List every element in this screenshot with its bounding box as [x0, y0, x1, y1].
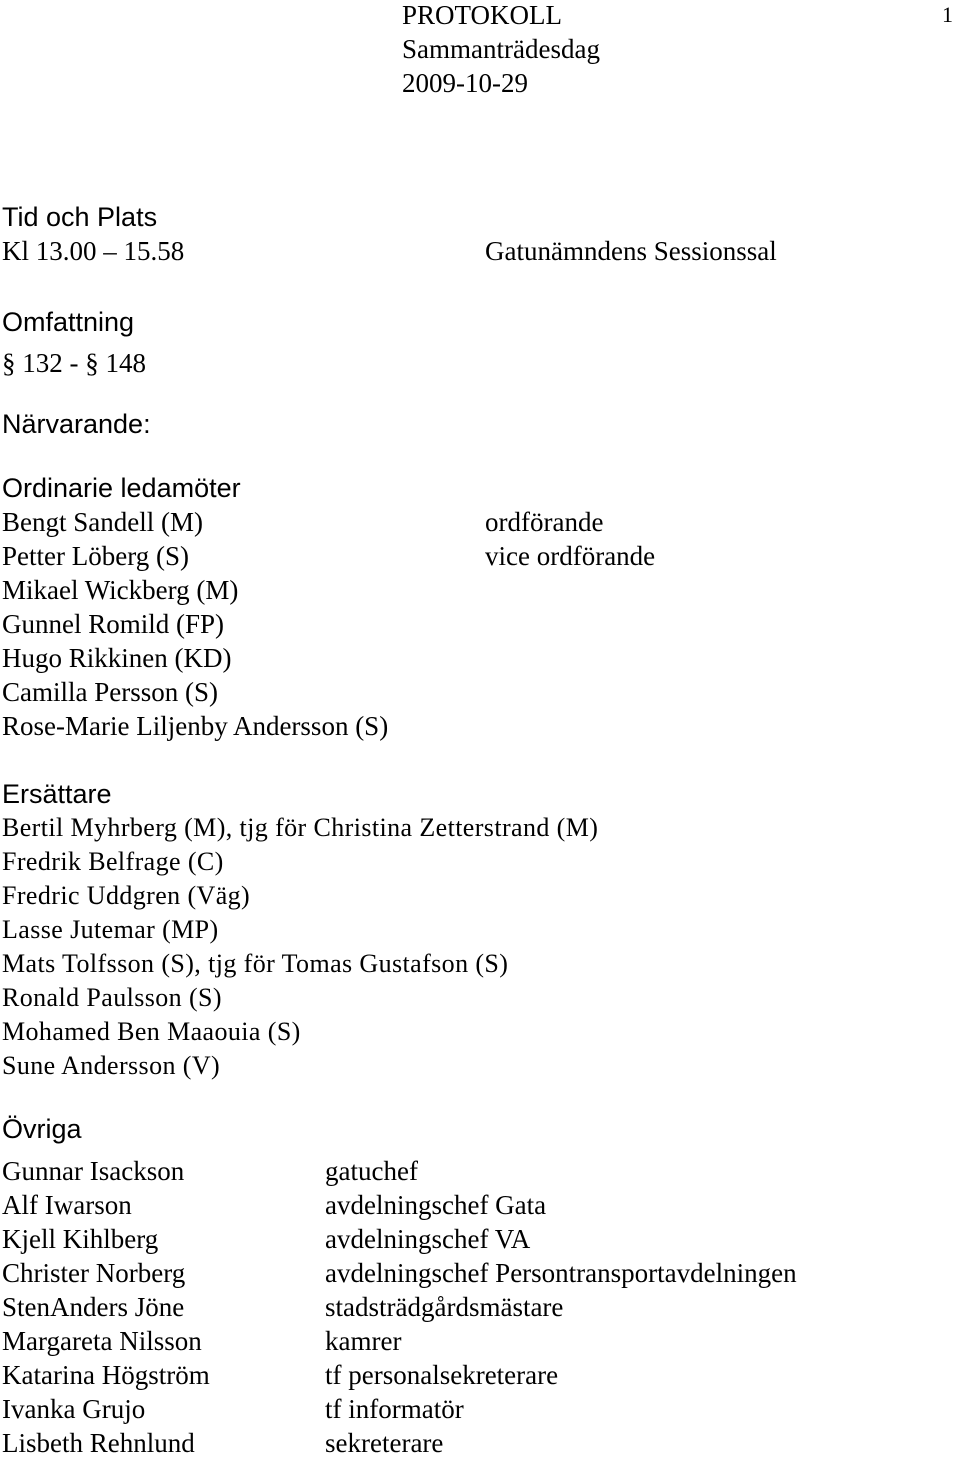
other-name: Christer Norberg — [2, 1258, 186, 1288]
member-name: Hugo Rikkinen (KD) — [2, 643, 232, 673]
substitute-name: Sune Andersson (V) — [2, 1051, 221, 1080]
doc-subtitle: Sammanträdesdag — [402, 34, 600, 64]
other-title: avdelningschef Persontransportavdelningen — [325, 1258, 797, 1288]
substitute-name: Mats Tolfsson (S), tjg för Tomas Gustafson (S) — [2, 949, 509, 978]
member-name: Camilla Persson (S) — [2, 677, 218, 707]
substitutes-list — [2, 811, 598, 1083]
member-name: Rose-Marie Liljenby Andersson (S) — [2, 711, 389, 741]
member-role: ordförande — [485, 507, 604, 537]
member-name: Petter Löberg (S) — [2, 541, 189, 571]
other-name: Ivanka Grujo — [2, 1394, 146, 1424]
member-role: vice ordförande — [485, 541, 656, 571]
time-place-heading: Tid och Plats — [2, 202, 158, 232]
present-heading: Närvarande: — [2, 409, 151, 439]
page-number: 1 — [942, 2, 953, 27]
substitute-name: Fredric Uddgren (Väg) — [2, 881, 251, 910]
scope-heading: Omfattning — [2, 307, 135, 337]
other-title: tf informatör — [325, 1394, 464, 1424]
substitute-name: Bertil Myhrberg (M), tjg för Christina Zetterstrand (M) — [2, 813, 599, 842]
others-heading: Övriga — [2, 1114, 82, 1144]
other-title: gatuchef — [325, 1156, 418, 1186]
member-name: Gunnel Romild (FP) — [2, 609, 225, 639]
substitute-name: Lasse Jutemar (MP) — [2, 915, 219, 944]
other-name: Katarina Högström — [2, 1360, 210, 1390]
members-list — [2, 505, 388, 743]
doc-type: PROTOKOLL — [402, 0, 563, 30]
other-name: Gunnar Isackson — [2, 1156, 185, 1186]
others-titles — [325, 1154, 797, 1460]
other-title: kamrer — [325, 1326, 402, 1356]
substitute-name: Fredrik Belfrage (C) — [2, 847, 224, 876]
other-title: sekreterare — [325, 1428, 444, 1458]
other-title: stadsträdgårdsmästare — [325, 1292, 564, 1322]
scope-range: § 132 - § 148 — [2, 348, 146, 378]
member-name: Mikael Wickberg (M) — [2, 575, 239, 605]
meeting-place: Gatunämndens Sessionssal — [485, 236, 777, 266]
other-name: Alf Iwarson — [2, 1190, 132, 1220]
member-name: Bengt Sandell (M) — [2, 507, 203, 537]
other-name: Kjell Kihlberg — [2, 1224, 159, 1254]
other-name: Lisbeth Rehnlund — [2, 1428, 195, 1458]
substitute-name: Mohamed Ben Maaouia (S) — [2, 1017, 301, 1046]
members-heading: Ordinarie ledamöter — [2, 473, 241, 503]
meeting-date: 2009-10-29 — [402, 68, 528, 98]
meeting-time: Kl 13.00 – 15.58 — [2, 236, 185, 266]
substitute-name: Ronald Paulsson (S) — [2, 983, 222, 1012]
others-names — [2, 1154, 210, 1460]
other-title: avdelningschef Gata — [325, 1190, 547, 1220]
other-title: avdelningschef VA — [325, 1224, 531, 1254]
member-roles — [485, 505, 655, 573]
other-title: tf personalsekreterare — [325, 1360, 559, 1390]
substitutes-heading: Ersättare — [2, 779, 112, 809]
other-name: StenAnders Jöne — [2, 1292, 185, 1322]
other-name: Margareta Nilsson — [2, 1326, 202, 1356]
